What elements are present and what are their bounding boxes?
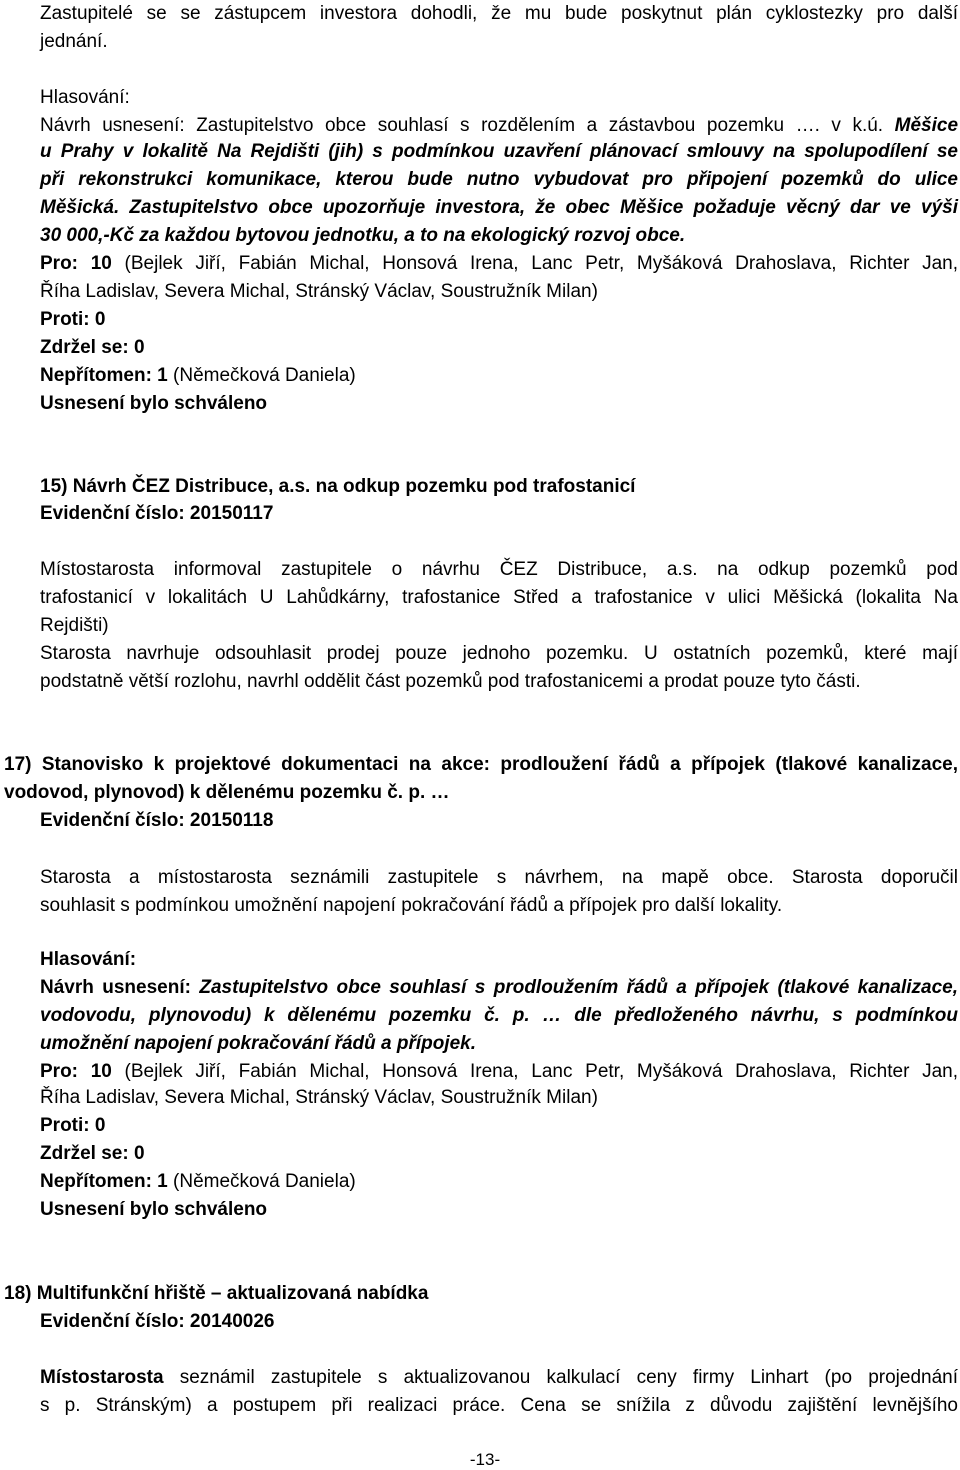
resolution-proposal-line: při rekonstrukci komunikace, kterou bude nutno vybudovat pro připojení pozemků do ulice [40, 169, 958, 190]
resolution-proposal-emphasis: Měšice [894, 115, 959, 136]
paragraph-line: Starosta a místostarosta seznámili zastupitele s návrhem, na mapě obce. Starosta doporučil [40, 867, 958, 888]
agenda-item-heading-continued: vodovod, plynovod) k dělenému pozemku č. p. … [4, 782, 450, 803]
paragraph-line: Zastupitelé se se zástupcem investora dohodli, že mu bude poskytnut plán cyklostezky pro další [40, 3, 958, 24]
vote-for-line [40, 250, 958, 278]
vote-abstained: Zdržel se: 0 [40, 337, 145, 358]
vote-result: Usnesení bylo schváleno [40, 1199, 268, 1220]
vote-absent-count: Nepřítomen: 1 [40, 365, 168, 386]
vote-for-count: Pro: 10 [40, 1061, 112, 1082]
vote-for-line [40, 1058, 958, 1086]
vote-absent-line [40, 362, 958, 390]
paragraph-lead: Místostarosta [40, 1367, 164, 1388]
resolution-proposal-line: vodovodu, plynovodu) k dělenému pozemku č. p. … dle předloženého návrhu, s podmínkou [40, 1005, 958, 1026]
paragraph-text: seznámil zastupitele s aktualizovanou kalkulací ceny firmy Linhart (po projednání [179, 1367, 958, 1388]
agenda-item-heading: 15) Návrh ČEZ Distribuce, a.s. na odkup pozemku pod trafostanicí [40, 476, 636, 497]
paragraph-line: souhlasit s podmínkou umožnění napojení pokračování řádů a přípojek pro další lokality. [40, 895, 783, 916]
vote-for-names: (Bejlek Jiří, Fabián Michal, Honsová Irena, Lanc Petr, Myšáková Drahoslava, Richter Jan, [124, 253, 959, 274]
vote-absent-names: (Němečková Daniela) [173, 365, 356, 386]
vote-against: Proti: 0 [40, 1115, 106, 1136]
paragraph-line: Místostarosta informoval zastupitele o návrhu ČEZ Distribuce, a.s. na odkup pozemků pod [40, 559, 958, 580]
vote-result: Usnesení bylo schváleno [40, 393, 268, 414]
resolution-proposal-line [40, 974, 958, 1002]
vote-against: Proti: 0 [40, 309, 106, 330]
paragraph-line [40, 1364, 958, 1392]
resolution-proposal-text: Zastupitelstvo obce souhlasí s prodloužením řádů a přípojek (tlakové kanalizace, [199, 977, 959, 998]
resolution-proposal-line: 30 000,-Kč za každou bytovou jednotku, a to na ekologický rozvoj obce. [40, 225, 686, 246]
evidence-number: Evidenční číslo: 20140026 [40, 1311, 275, 1332]
vote-for-count: Pro: 10 [40, 253, 112, 274]
vote-heading: Hlasování: [40, 949, 137, 970]
vote-absent-line [40, 1168, 958, 1196]
resolution-proposal-label: Návrh usnesení: [40, 115, 185, 136]
vote-heading: Hlasování: [40, 87, 130, 108]
resolution-proposal-line [40, 112, 958, 140]
paragraph-line: trafostanicí v lokalitách U Lahůdkárny, trafostanice Střed a trafostanice v ulici Měšická (lokalita Na [40, 587, 958, 608]
vote-absent-count: Nepřítomen: 1 [40, 1171, 168, 1192]
evidence-number: Evidenční číslo: 20150118 [40, 810, 274, 831]
evidence-number: Evidenční číslo: 20150117 [40, 503, 274, 524]
resolution-proposal-line: u Prahy v lokalitě Na Rejdišti (jih) s podmínkou uzavření plánovací smlouvy na spolupodílení se [40, 141, 958, 162]
paragraph-line: Rejdišti) [40, 615, 109, 636]
resolution-proposal-label: Návrh usnesení: [40, 977, 191, 998]
page-number: -13- [469, 1450, 501, 1469]
resolution-proposal-line: umožnění napojení pokračování řádů a přípojek. [40, 1033, 477, 1054]
resolution-proposal-text: Zastupitelstvo obce souhlasí s rozdělením a zástavbou pozemku …. v k.ú. [196, 115, 884, 136]
vote-for-names-continued: Říha Ladislav, Severa Michal, Stránský Václav, Soustružník Milan) [40, 281, 598, 302]
agenda-item-heading: 17) Stanovisko k projektové dokumentaci na akce: prodloužení řádů a přípojek (tlakové kanalizace, [4, 754, 958, 775]
vote-abstained: Zdržel se: 0 [40, 1143, 145, 1164]
agenda-item-heading: 18) Multifunkční hřiště – aktualizovaná nabídka [4, 1283, 429, 1304]
paragraph-line: podstatně větší rozlohu, navrhl oddělit část pozemků pod trafostanicemi a prodat pouze tyto části. [40, 671, 861, 692]
paragraph-line: jednání. [40, 31, 108, 52]
paragraph-line: s p. Stránským) a postupem při realizaci práce. Cena se snížila z důvodu zajištění levnějšího [40, 1395, 958, 1416]
vote-for-names: (Bejlek Jiří, Fabián Michal, Honsová Irena, Lanc Petr, Myšáková Drahoslava, Richter Jan, [124, 1061, 959, 1082]
vote-for-names-continued: Říha Ladislav, Severa Michal, Stránský Václav, Soustružník Milan) [40, 1087, 598, 1108]
vote-absent-names: (Němečková Daniela) [173, 1171, 356, 1192]
paragraph-line: Starosta navrhuje odsouhlasit prodej pouze jednoho pozemku. U ostatních pozemků, které mají [40, 643, 958, 664]
resolution-proposal-line: Měšická. Zastupitelstvo obce upozorňuje investora, že obec Měšice požaduje věcný dar ve výši [40, 197, 958, 218]
